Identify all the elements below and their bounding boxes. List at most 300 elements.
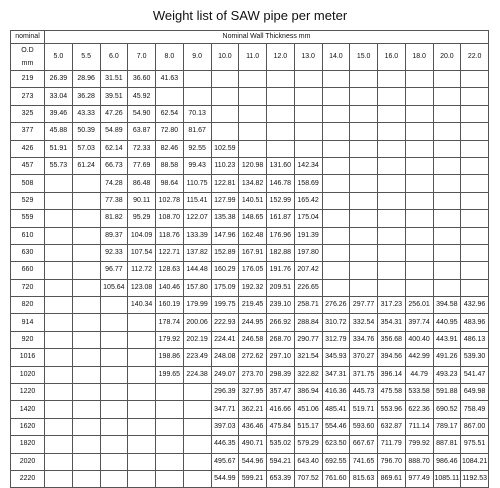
weight-cell xyxy=(322,123,350,140)
weight-cell: 134.82 xyxy=(239,175,267,192)
weight-cell: 200.06 xyxy=(183,314,211,331)
od-cell: 1420 xyxy=(11,401,45,418)
weight-cell: 112.72 xyxy=(128,262,156,279)
weight-cell: 54.90 xyxy=(128,105,156,122)
weight-cell: 416.36 xyxy=(322,384,350,401)
weight-cell xyxy=(294,140,322,157)
weight-table xyxy=(10,30,489,488)
od-cell: 920 xyxy=(11,331,45,348)
weight-cell: 653.39 xyxy=(267,470,295,487)
thickness-header: 16.0 xyxy=(378,44,406,71)
weight-cell xyxy=(322,227,350,244)
weight-cell: 707.52 xyxy=(294,470,322,487)
weight-cell: 632.87 xyxy=(378,418,406,435)
weight-cell: 869.61 xyxy=(378,470,406,487)
weight-cell xyxy=(183,436,211,453)
weight-cell: 789.17 xyxy=(433,418,461,435)
weight-cell xyxy=(45,244,73,261)
weight-cell: 246.58 xyxy=(239,331,267,348)
weight-cell: 443.91 xyxy=(433,331,461,348)
weight-cell xyxy=(405,88,433,105)
weight-cell: 77.69 xyxy=(128,157,156,174)
weight-cell: 297.10 xyxy=(267,349,295,366)
od-cell: 2220 xyxy=(11,470,45,487)
weight-cell: 400.40 xyxy=(405,331,433,348)
weight-cell: 148.65 xyxy=(239,210,267,227)
weight-cell xyxy=(72,401,100,418)
weight-cell: 370.27 xyxy=(350,349,378,366)
weight-cell xyxy=(378,244,406,261)
weight-cell: 867.00 xyxy=(461,418,489,435)
weight-cell xyxy=(461,88,489,105)
weight-cell: 33.04 xyxy=(45,88,73,105)
weight-cell xyxy=(72,314,100,331)
page-title: Weight list of SAW pipe per meter xyxy=(152,8,348,23)
weight-cell: 485.41 xyxy=(322,401,350,418)
weight-cell xyxy=(183,453,211,470)
weight-cell xyxy=(156,418,184,435)
od-cell: 2020 xyxy=(11,453,45,470)
weight-cell xyxy=(461,279,489,296)
weight-cell xyxy=(45,262,73,279)
weight-cell: 45.92 xyxy=(128,88,156,105)
weight-cell: 31.51 xyxy=(100,71,128,88)
weight-cell: 347.71 xyxy=(211,401,239,418)
thickness-header: 8.0 xyxy=(156,44,184,71)
weight-cell xyxy=(433,244,461,261)
weight-cell xyxy=(378,157,406,174)
weight-cell xyxy=(211,105,239,122)
weight-cell: 312.79 xyxy=(322,331,350,348)
weight-cell: 643.40 xyxy=(294,453,322,470)
weight-cell xyxy=(128,401,156,418)
weight-cell: 475.58 xyxy=(378,384,406,401)
weight-cell: 357.47 xyxy=(267,384,295,401)
weight-cell: 140.51 xyxy=(239,192,267,209)
weight-cell: 623.50 xyxy=(322,436,350,453)
weight-cell: 66.73 xyxy=(100,157,128,174)
weight-cell: 288.84 xyxy=(294,314,322,331)
weight-cell xyxy=(433,175,461,192)
weight-cell xyxy=(405,123,433,140)
weight-cell xyxy=(72,331,100,348)
weight-cell xyxy=(128,349,156,366)
weight-cell: 266.92 xyxy=(267,314,295,331)
od-cell: 1016 xyxy=(11,349,45,366)
weight-cell: 47.26 xyxy=(100,105,128,122)
weight-cell: 394.56 xyxy=(378,349,406,366)
weight-cell: 975.51 xyxy=(461,436,489,453)
weight-cell: 41.63 xyxy=(156,71,184,88)
weight-cell: 622.36 xyxy=(405,401,433,418)
weight-cell: 332.54 xyxy=(350,314,378,331)
od-cell: 529 xyxy=(11,192,45,209)
weight-cell xyxy=(294,88,322,105)
weight-cell: 416.66 xyxy=(267,401,295,418)
weight-cell: 135.38 xyxy=(211,210,239,227)
weight-cell xyxy=(156,384,184,401)
weight-cell: 107.54 xyxy=(128,244,156,261)
weight-cell xyxy=(45,279,73,296)
weight-cell xyxy=(72,244,100,261)
weight-cell: 77.38 xyxy=(100,192,128,209)
weight-cell xyxy=(72,192,100,209)
weight-cell xyxy=(100,436,128,453)
weight-cell: 273.70 xyxy=(239,366,267,383)
weight-cell xyxy=(433,157,461,174)
table-row xyxy=(11,331,489,348)
table-row xyxy=(11,366,489,383)
weight-cell: 436.46 xyxy=(239,418,267,435)
weight-cell xyxy=(239,123,267,140)
weight-cell: 649.98 xyxy=(461,384,489,401)
weight-cell xyxy=(211,88,239,105)
weight-cell xyxy=(350,244,378,261)
weight-cell xyxy=(211,123,239,140)
weight-cell xyxy=(350,262,378,279)
weight-cell xyxy=(183,384,211,401)
weight-cell: 394.58 xyxy=(433,297,461,314)
od-cell: 820 xyxy=(11,297,45,314)
weight-cell: 197.80 xyxy=(294,244,322,261)
thickness-header: 5.0 xyxy=(45,44,73,71)
weight-cell: 239.10 xyxy=(267,297,295,314)
thickness-header: 15.0 xyxy=(350,44,378,71)
weight-cell: 158.69 xyxy=(294,175,322,192)
weight-cell: 599.21 xyxy=(239,470,267,487)
weight-cell xyxy=(433,88,461,105)
weight-cell: 88.58 xyxy=(156,157,184,174)
weight-cell: 122.81 xyxy=(211,175,239,192)
weight-cell: 256.01 xyxy=(405,297,433,314)
weight-cell xyxy=(72,297,100,314)
weight-cell xyxy=(322,244,350,261)
weight-cell: 493.23 xyxy=(433,366,461,383)
weight-cell xyxy=(433,262,461,279)
weight-cell: 137.82 xyxy=(183,244,211,261)
weight-cell: 1084.21 xyxy=(461,453,489,470)
table-row xyxy=(11,297,489,314)
od-label-od: O.D xyxy=(21,47,34,54)
weight-cell xyxy=(322,279,350,296)
weight-cell: 258.71 xyxy=(294,297,322,314)
thickness-header: 11.0 xyxy=(239,44,267,71)
weight-cell: 396.14 xyxy=(378,366,406,383)
weight-cell: 104.09 xyxy=(128,227,156,244)
od-cell: 426 xyxy=(11,140,45,157)
weight-cell: 446.35 xyxy=(211,436,239,453)
weight-cell xyxy=(45,384,73,401)
weight-cell: 142.34 xyxy=(294,157,322,174)
weight-cell xyxy=(350,192,378,209)
table-row xyxy=(11,470,489,487)
weight-cell xyxy=(378,262,406,279)
table-row xyxy=(11,436,489,453)
weight-cell xyxy=(322,175,350,192)
weight-cell: 986.46 xyxy=(433,453,461,470)
weight-cell: 82.46 xyxy=(156,140,184,157)
weight-cell xyxy=(433,140,461,157)
od-label-nominal: nominal xyxy=(11,31,45,44)
weight-cell: 102.59 xyxy=(211,140,239,157)
table-row xyxy=(11,210,489,227)
weight-cell: 157.80 xyxy=(183,279,211,296)
weight-cell xyxy=(322,192,350,209)
table-row xyxy=(11,262,489,279)
weight-cell xyxy=(72,470,100,487)
weight-cell: 692.55 xyxy=(322,453,350,470)
weight-cell xyxy=(294,105,322,122)
weight-cell xyxy=(267,71,295,88)
weight-cell: 55.73 xyxy=(45,157,73,174)
weight-cell xyxy=(100,470,128,487)
weight-cell xyxy=(322,88,350,105)
weight-cell xyxy=(45,192,73,209)
weight-cell: 122.07 xyxy=(183,210,211,227)
weight-cell xyxy=(461,210,489,227)
weight-cell: 102.78 xyxy=(156,192,184,209)
weight-cell: 140.34 xyxy=(128,297,156,314)
weight-cell: 110.23 xyxy=(211,157,239,174)
od-cell: 325 xyxy=(11,105,45,122)
weight-cell: 298.39 xyxy=(267,366,295,383)
weight-cell: 179.92 xyxy=(156,331,184,348)
weight-cell: 90.11 xyxy=(128,192,156,209)
weight-cell xyxy=(350,210,378,227)
weight-cell xyxy=(350,175,378,192)
weight-cell: 541.47 xyxy=(461,366,489,383)
weight-cell: 36.28 xyxy=(72,88,100,105)
weight-cell: 451.06 xyxy=(294,401,322,418)
weight-cell xyxy=(45,401,73,418)
od-cell: 508 xyxy=(11,175,45,192)
weight-cell: 133.39 xyxy=(183,227,211,244)
weight-cell xyxy=(156,88,184,105)
weight-cell: 1192.53 xyxy=(461,470,489,487)
weight-cell xyxy=(378,175,406,192)
weight-cell: 796.70 xyxy=(378,453,406,470)
weight-cell: 223.49 xyxy=(183,349,211,366)
weight-cell xyxy=(45,297,73,314)
od-cell: 1220 xyxy=(11,384,45,401)
weight-cell xyxy=(72,279,100,296)
weight-cell: 226.65 xyxy=(294,279,322,296)
weight-cell xyxy=(100,366,128,383)
thickness-header: 7.0 xyxy=(128,44,156,71)
weight-cell xyxy=(378,227,406,244)
weight-cell: 191.76 xyxy=(267,262,295,279)
od-cell: 559 xyxy=(11,210,45,227)
weight-cell xyxy=(294,71,322,88)
weight-cell xyxy=(183,470,211,487)
weight-cell xyxy=(350,227,378,244)
weight-cell xyxy=(100,418,128,435)
table-row xyxy=(11,105,489,122)
od-cell: 1820 xyxy=(11,436,45,453)
weight-cell: 290.77 xyxy=(294,331,322,348)
weight-cell xyxy=(45,331,73,348)
weight-cell: 667.67 xyxy=(350,436,378,453)
weight-cell: 89.37 xyxy=(100,227,128,244)
weight-cell xyxy=(128,384,156,401)
weight-cell xyxy=(322,157,350,174)
weight-cell: 92.33 xyxy=(100,244,128,261)
weight-cell: 322.82 xyxy=(294,366,322,383)
weight-cell xyxy=(156,436,184,453)
weight-cell: 579.29 xyxy=(294,436,322,453)
weight-cell xyxy=(461,123,489,140)
weight-cell: 334.76 xyxy=(350,331,378,348)
weight-cell: 977.49 xyxy=(405,470,433,487)
weight-cell: 63.87 xyxy=(128,123,156,140)
weight-cell: 272.62 xyxy=(239,349,267,366)
od-cell: 1620 xyxy=(11,418,45,435)
weight-cell xyxy=(350,105,378,122)
weight-cell xyxy=(72,366,100,383)
weight-cell: 39.46 xyxy=(45,105,73,122)
weight-cell: 276.26 xyxy=(322,297,350,314)
weight-cell: 711.79 xyxy=(378,436,406,453)
weight-cell: 475.84 xyxy=(267,418,295,435)
weight-cell xyxy=(378,140,406,157)
table-row xyxy=(11,227,489,244)
weight-cell: 175.04 xyxy=(294,210,322,227)
weight-cell: 554.46 xyxy=(322,418,350,435)
weight-cell: 202.19 xyxy=(183,331,211,348)
weight-cell xyxy=(239,88,267,105)
thickness-header: 6.0 xyxy=(100,44,128,71)
weight-cell xyxy=(433,210,461,227)
weight-cell: 96.77 xyxy=(100,262,128,279)
weight-cell: 54.89 xyxy=(100,123,128,140)
weight-cell: 108.70 xyxy=(156,210,184,227)
weight-cell xyxy=(405,71,433,88)
od-cell: 610 xyxy=(11,227,45,244)
weight-cell xyxy=(433,192,461,209)
weight-cell: 74.28 xyxy=(100,175,128,192)
weight-cell xyxy=(45,227,73,244)
thickness-header: 14.0 xyxy=(322,44,350,71)
table-row xyxy=(11,418,489,435)
weight-cell xyxy=(350,140,378,157)
weight-cell xyxy=(183,71,211,88)
weight-cell: 44.79 xyxy=(405,366,433,383)
thickness-header: 13.0 xyxy=(294,44,322,71)
weight-cell: 178.74 xyxy=(156,314,184,331)
weight-cell xyxy=(156,470,184,487)
weight-cell: 160.29 xyxy=(211,262,239,279)
weight-cell xyxy=(350,71,378,88)
weight-cell xyxy=(322,210,350,227)
weight-cell: 758.49 xyxy=(461,401,489,418)
weight-cell xyxy=(322,105,350,122)
weight-cell xyxy=(128,436,156,453)
weight-cell: 128.63 xyxy=(156,262,184,279)
weight-cell: 144.48 xyxy=(183,262,211,279)
table-row xyxy=(11,192,489,209)
weight-cell: 553.96 xyxy=(378,401,406,418)
weight-cell xyxy=(128,453,156,470)
weight-cell xyxy=(405,105,433,122)
weight-cell xyxy=(156,401,184,418)
weight-cell xyxy=(405,227,433,244)
weight-cell: 249.07 xyxy=(211,366,239,383)
weight-cell: 86.48 xyxy=(128,175,156,192)
weight-cell xyxy=(378,210,406,227)
weight-cell: 118.76 xyxy=(156,227,184,244)
weight-cell xyxy=(72,210,100,227)
weight-cell xyxy=(461,244,489,261)
weight-cell xyxy=(45,366,73,383)
weight-cell xyxy=(45,453,73,470)
weight-cell: 445.73 xyxy=(350,384,378,401)
od-cell: 1020 xyxy=(11,366,45,383)
weight-cell xyxy=(378,88,406,105)
weight-cell: 711.14 xyxy=(405,418,433,435)
weight-cell: 36.60 xyxy=(128,71,156,88)
weight-cell xyxy=(322,71,350,88)
weight-cell: 219.45 xyxy=(239,297,267,314)
weight-cell xyxy=(405,175,433,192)
od-cell: 457 xyxy=(11,157,45,174)
weight-cell xyxy=(322,262,350,279)
table-row xyxy=(11,175,489,192)
weight-cell xyxy=(461,227,489,244)
weight-cell: 761.60 xyxy=(322,470,350,487)
weight-cell: 799.92 xyxy=(405,436,433,453)
weight-cell: 81.67 xyxy=(183,123,211,140)
weight-cell: 198.86 xyxy=(156,349,184,366)
weight-cell: 490.71 xyxy=(239,436,267,453)
weight-cell: 432.96 xyxy=(461,297,489,314)
weight-cell: 146.78 xyxy=(267,175,295,192)
weight-cell: 199.75 xyxy=(211,297,239,314)
weight-cell: 297.77 xyxy=(350,297,378,314)
weight-cell xyxy=(461,175,489,192)
weight-cell: 207.42 xyxy=(294,262,322,279)
weight-cell xyxy=(45,314,73,331)
weight-cell xyxy=(100,297,128,314)
weight-cell xyxy=(405,262,433,279)
weight-cell: 51.91 xyxy=(45,140,73,157)
weight-cell: 120.98 xyxy=(239,157,267,174)
weight-cell xyxy=(72,418,100,435)
thickness-header: 22.0 xyxy=(461,44,489,71)
weight-cell: 72.80 xyxy=(156,123,184,140)
weight-cell xyxy=(405,192,433,209)
weight-cell: 162.48 xyxy=(239,227,267,244)
weight-cell: 296.39 xyxy=(211,384,239,401)
weight-cell xyxy=(461,262,489,279)
weight-cell xyxy=(72,384,100,401)
od-cell: 720 xyxy=(11,279,45,296)
weight-cell xyxy=(45,175,73,192)
weight-cell xyxy=(128,470,156,487)
weight-cell: 224.41 xyxy=(211,331,239,348)
weight-cell: 152.99 xyxy=(267,192,295,209)
weight-cell xyxy=(461,192,489,209)
weight-cell xyxy=(405,279,433,296)
thickness-header: 5.5 xyxy=(72,44,100,71)
header-row xyxy=(11,31,489,44)
weight-cell xyxy=(378,279,406,296)
weight-cell xyxy=(45,349,73,366)
weight-cell: 122.71 xyxy=(156,244,184,261)
weight-cell: 544.99 xyxy=(211,470,239,487)
weight-cell: 539.30 xyxy=(461,349,489,366)
table-row xyxy=(11,244,489,261)
weight-cell: 483.96 xyxy=(461,314,489,331)
